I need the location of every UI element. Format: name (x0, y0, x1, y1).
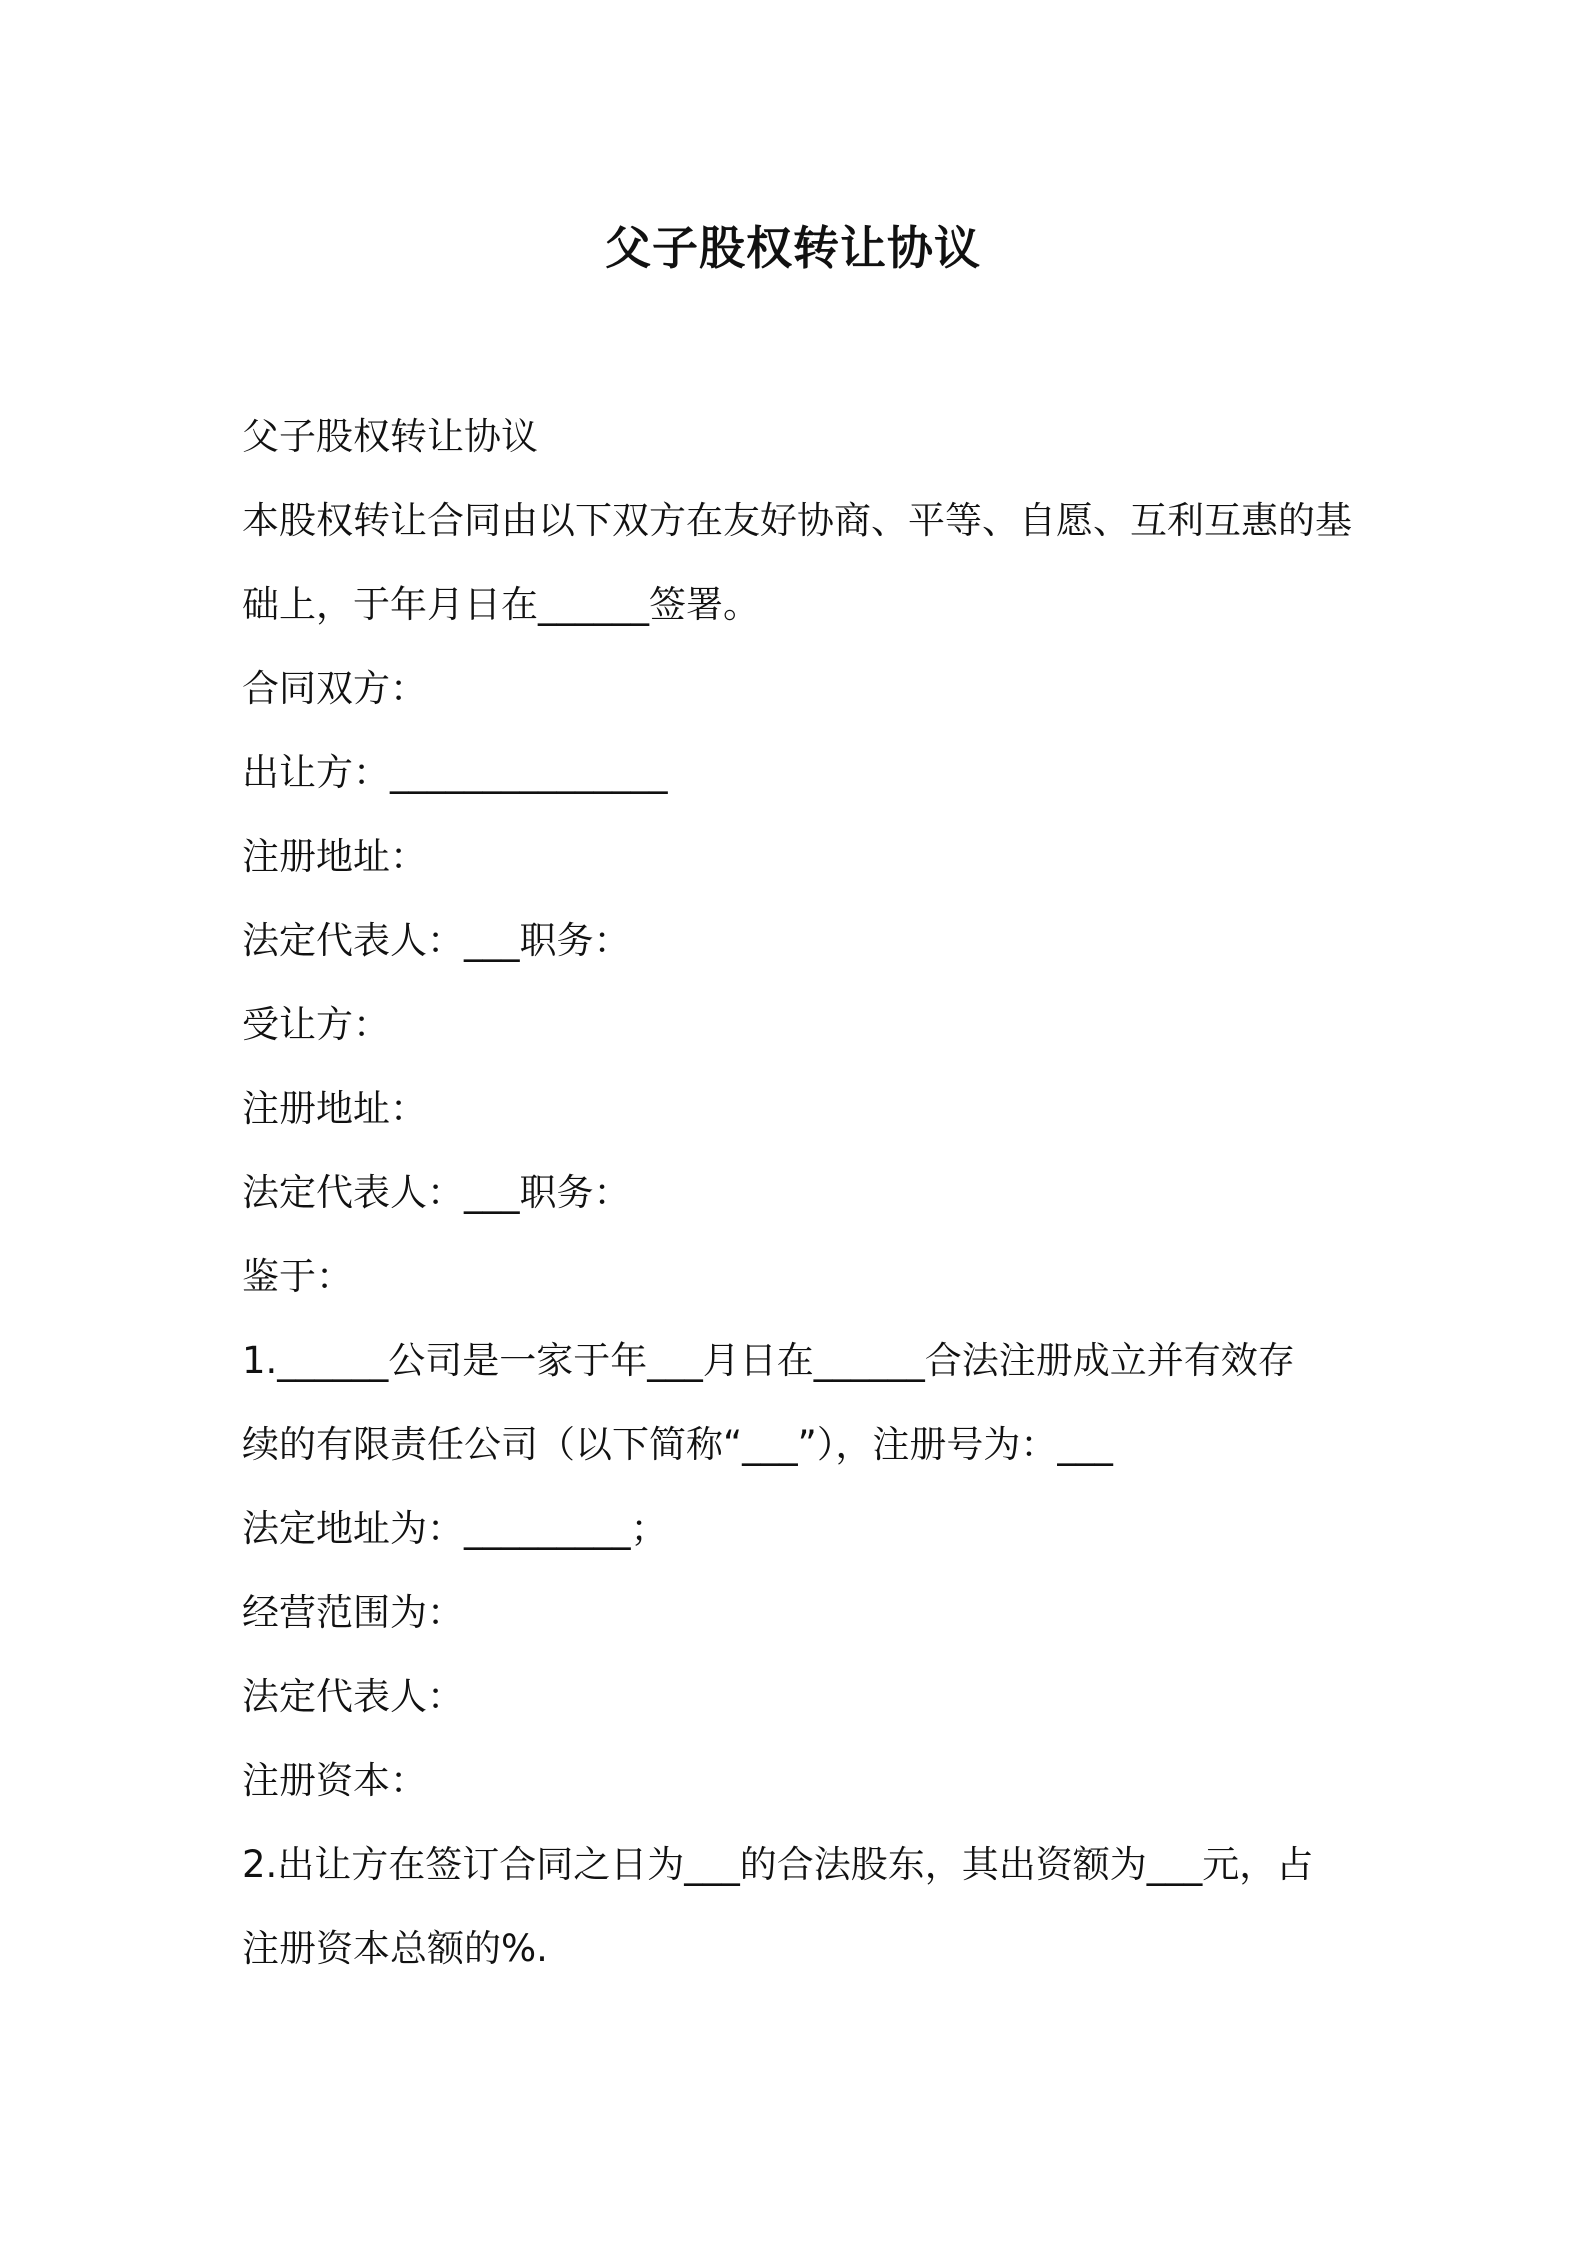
body-line-clause-1b: 续的有限责任公司（以下简称“___”），注册号为：___ (242, 1423, 1113, 1466)
document-body (242, 395, 1362, 1991)
body-line-registered-capital: 注册资本： (242, 1759, 427, 1802)
body-line-legal-representative: 法定代表人： (242, 1675, 464, 1718)
body-line-transferee-address: 注册地址： (242, 1087, 427, 1130)
body-line-subtitle: 父子股权转让协议 (242, 415, 538, 458)
body-line-preamble-2: 础上，于年月日在______签署。 (242, 583, 760, 626)
body-line-transferor: 出让方：_______________ (242, 751, 668, 794)
body-line-business-scope: 经营范围为： (242, 1591, 464, 1634)
document-title: 父子股权转让协议 (605, 221, 981, 275)
body-line-whereas: 鉴于： (242, 1255, 353, 1298)
body-line-parties-heading: 合同双方： (242, 667, 427, 710)
body-line-transferee-representative: 法定代表人：___职务： (242, 1171, 631, 1214)
body-line-legal-address: 法定地址为：_________； (242, 1507, 668, 1550)
body-line-clause-2a: 2.出让方在签订合同之日为___的合法股东，其出资额为___元，占 (242, 1843, 1314, 1886)
body-line-transferee: 受让方： (242, 1003, 390, 1046)
body-line-transferor-address: 注册地址： (242, 835, 427, 878)
body-line-clause-1a: 1.______公司是一家于年___月日在______合法注册成立并有效存 (242, 1339, 1295, 1382)
body-line-preamble-1: 本股权转让合同由以下双方在友好协商、平等、自愿、互利互惠的基 (242, 499, 1352, 542)
body-line-transferor-representative: 法定代表人：___职务： (242, 919, 631, 962)
body-line-clause-2b: 注册资本总额的%. (242, 1927, 548, 1970)
